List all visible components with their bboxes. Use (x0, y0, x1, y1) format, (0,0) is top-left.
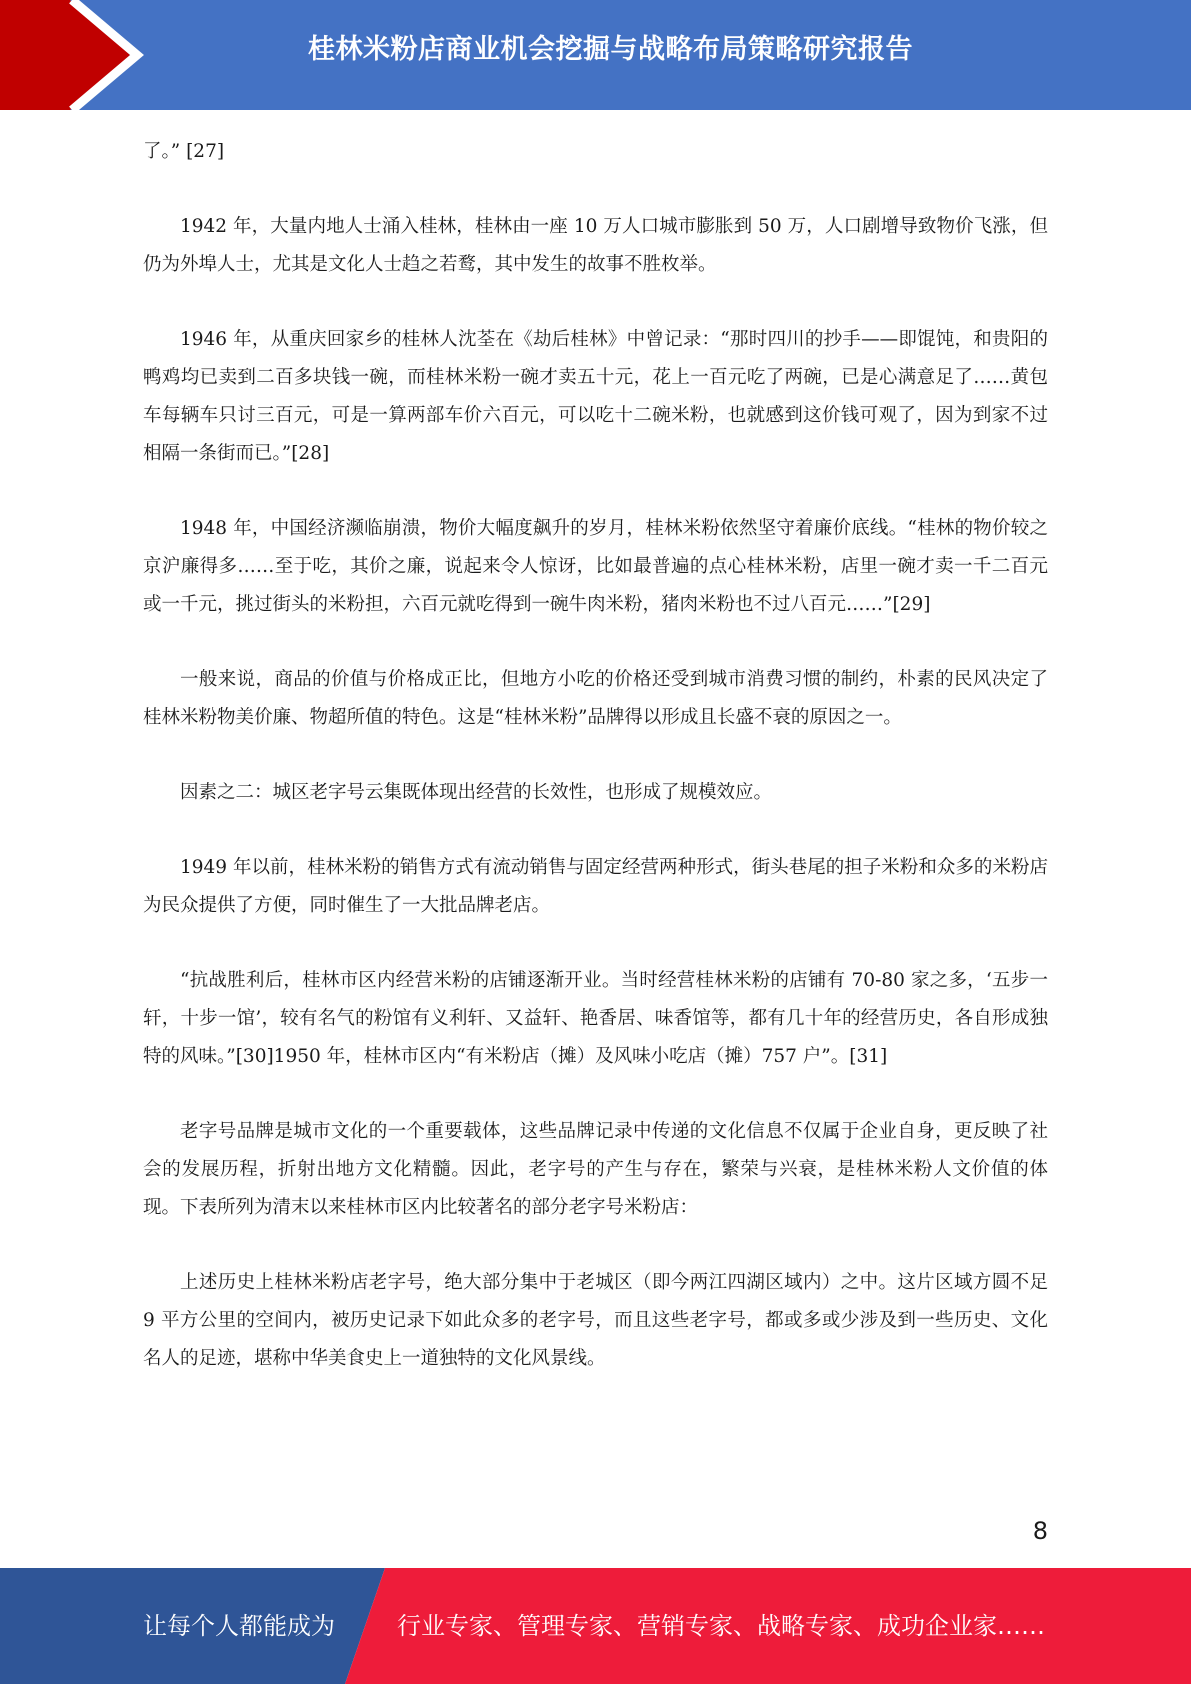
paragraph-9: 老字号品牌是城市文化的一个重要载体，这些品牌记录中传递的文化信息不仅属于企业自身，更反映了社会的发展历程，折射出地方文化精髓。因此，老字号的产生与存在，繁荣与兴衰，是桂林米粉人文价值的体现。下表所列为清末以来桂林市区内比较著名的部分老字号米粉店： (143, 1121, 1048, 1218)
paragraph-2: 1942 年，大量内地人士涌入桂林，桂林由一座 10 万人口城市膨胀到 50 万，人口剧增导致物价飞涨，但仍为外埠人士，尤其是文化人士趋之若鹜，其中发生的故事不胜枚举。 (143, 216, 1048, 275)
paragraph-5: 一般来说，商品的价值与价格成正比，但地方小吃的价格还受到城市消费习惯的制约，朴素的民风决定了桂林米粉物美价廉、物超所值的特色。这是“桂林米粉”品牌得以形成且长盛不衰的原因之一。 (143, 669, 1048, 728)
paragraph-1: 了。” [27] (143, 141, 225, 162)
paragraph-8: “抗战胜利后，桂林市区内经营米粉的店铺逐渐开业。当时经营桂林米粉的店铺有 70-80 家之多，‘五步一轩，十步一馆’，较有名气的粉馆有义利轩、又益轩、艳香居、味香馆等，都有几十年的经营历史，各自形成独特的风味。”[30]1950 年，桂林市区内“有米粉店（摊）及风味小吃店（摊）757 户”。[31] (143, 970, 1048, 1067)
paragraph-10: 上述历史上桂林米粉店老字号，绝大部分集中于老城区（即今两江四湖区域内）之中。这片区域方圆不足 9 平方公里的空间内，被历史记录下如此众多的老字号，而且这些老字号，都或多或少涉及到一些历史、文化名人的足迹，堪称中华美食史上一道独特的文化风景线。 (143, 1272, 1048, 1369)
body-text (143, 133, 1048, 1415)
paragraph-4: 1948 年，中国经济濒临崩溃，物价大幅度飙升的岁月，桂林米粉依然坚守着廉价底线。“桂林的物价较之京沪廉得多……至于吃，其价之廉，说起来令人惊讶，比如最普遍的点心桂林米粉，店里一碗才卖一千二百元或一千元，挑过街头的米粉担，六百元就吃得到一碗牛肉米粉，猪肉米粉也不过八百元……”[29] (143, 518, 1048, 615)
report-title: 桂林米粉店商业机会挖掘与战略布局策略研究报告 (308, 34, 913, 65)
footer-slogan-right: 行业专家、管理专家、营销专家、战略专家、成功企业家…… (397, 1612, 1045, 1640)
page-footer (0, 1568, 1191, 1684)
header-arrow-decoration (0, 0, 160, 110)
page-header (0, 0, 1191, 110)
footer-slogan-left: 让每个人都能成为 (143, 1612, 335, 1640)
paragraph-7: 1949 年以前，桂林米粉的销售方式有流动销售与固定经营两种形式，街头巷尾的担子米粉和众多的米粉店为民众提供了方便，同时催生了一大批品牌老店。 (143, 857, 1048, 916)
paragraph-6: 因素之二：城区老字号云集既体现出经营的长效性，也形成了规模效应。 (180, 782, 773, 803)
paragraph-3: 1946 年，从重庆回家乡的桂林人沈荃在《劫后桂林》中曾记录：“那时四川的抄手——即馄饨，和贵阳的鸭鸡均已卖到二百多块钱一碗，而桂林米粉一碗才卖五十元，花上一百元吃了两碗，已是心满意足了……黄包车每辆车只讨三百元，可是一算两部车价六百元，可以吃十二碗米粉，也就感到这价钱可观了，因为到家不过相隔一条街而已。”[28] (143, 329, 1048, 464)
page-number: 8 (1032, 1517, 1048, 1545)
